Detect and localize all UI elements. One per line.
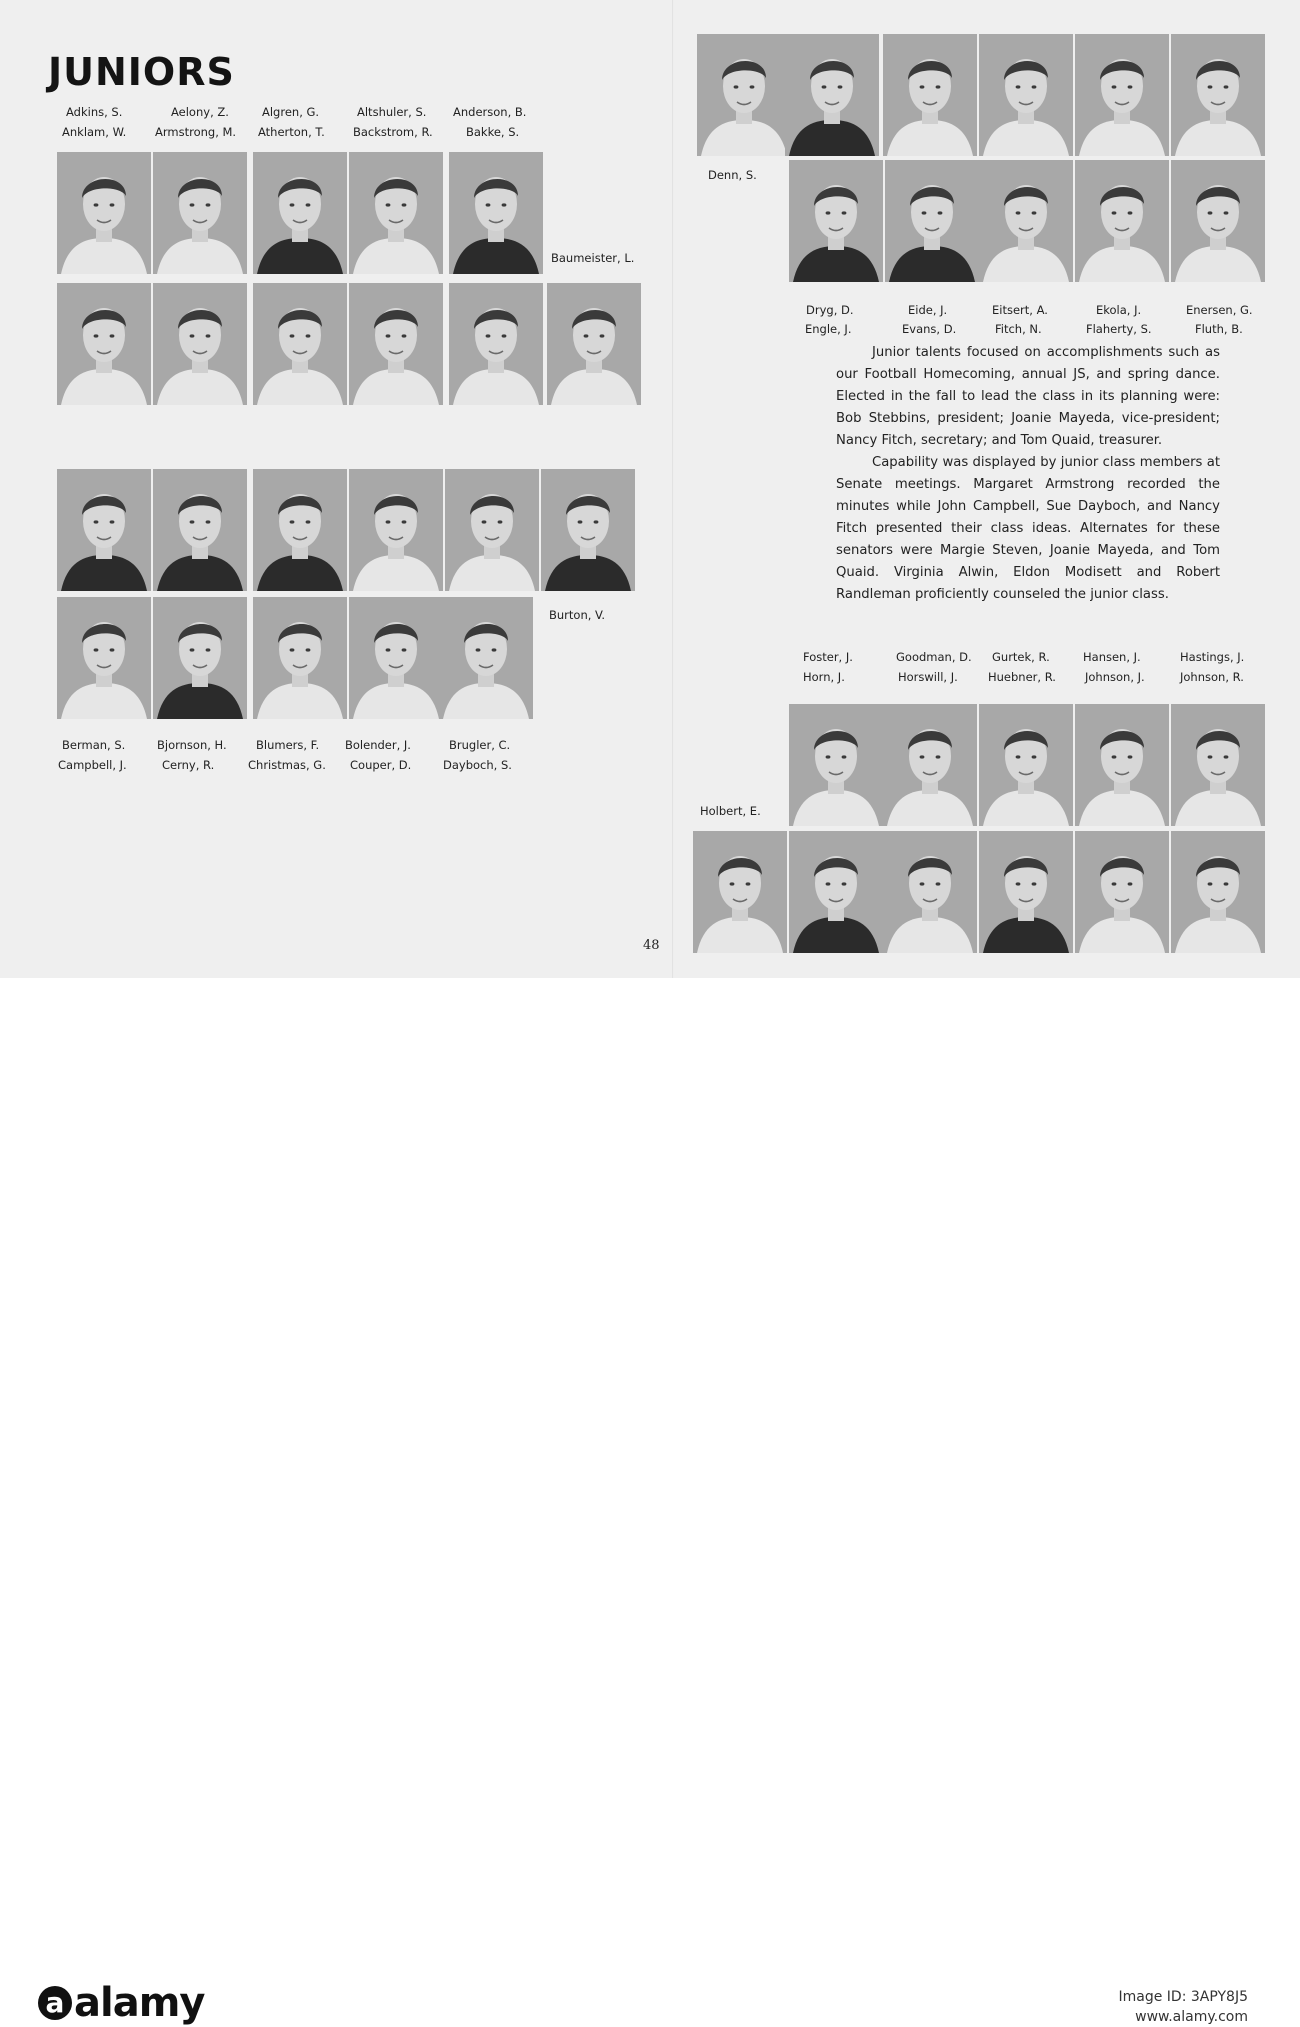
portrait-silhouette <box>153 597 247 719</box>
portrait-silhouette <box>541 469 635 591</box>
portrait-silhouette <box>883 34 977 156</box>
student-portrait <box>253 469 347 591</box>
yearbook-spread <box>0 0 1300 978</box>
name-label: Dryg, D. <box>806 303 854 317</box>
student-portrait <box>883 704 977 826</box>
student-portrait <box>439 597 533 719</box>
name-label: Blumers, F. <box>256 738 320 752</box>
name-label: Fitch, N. <box>995 322 1042 336</box>
article-text <box>836 342 1220 606</box>
student-portrait <box>1075 160 1169 282</box>
student-portrait <box>789 831 883 953</box>
student-portrait <box>789 160 883 282</box>
student-portrait <box>253 283 347 405</box>
student-portrait <box>789 704 883 826</box>
student-portrait <box>253 152 347 274</box>
image-id-label: Image ID: 3APY8J5 <box>1118 1989 1248 2005</box>
portrait-silhouette <box>439 597 533 719</box>
portrait-silhouette <box>789 831 883 953</box>
portrait-silhouette <box>1075 831 1169 953</box>
portrait-silhouette <box>57 597 151 719</box>
portrait-silhouette <box>693 831 787 953</box>
portrait-silhouette <box>445 469 539 591</box>
student-portrait <box>153 469 247 591</box>
student-portrait <box>883 831 977 953</box>
portrait-silhouette <box>449 283 543 405</box>
name-label: Eide, J. <box>908 303 948 317</box>
name-label: Huebner, R. <box>988 670 1056 684</box>
student-portrait <box>1075 34 1169 156</box>
portrait-silhouette <box>979 34 1073 156</box>
name-label: Adkins, S. <box>66 105 123 119</box>
student-portrait <box>885 160 979 282</box>
name-label: Gurtek, R. <box>992 650 1050 664</box>
portrait-silhouette <box>253 469 347 591</box>
name-label: Burton, V. <box>549 608 606 622</box>
name-label: Aelony, Z. <box>171 105 229 119</box>
portrait-silhouette <box>883 704 977 826</box>
name-label: Backstrom, R. <box>353 125 433 139</box>
name-label: Fluth, B. <box>1195 322 1243 336</box>
name-label: Engle, J. <box>805 322 852 336</box>
portrait-silhouette <box>57 283 151 405</box>
name-label: Baumeister, L. <box>551 251 635 265</box>
brand-logo <box>38 1980 204 2026</box>
portrait-silhouette <box>789 160 883 282</box>
portrait-silhouette <box>349 152 443 274</box>
student-portrait <box>979 831 1073 953</box>
portrait-silhouette <box>1171 831 1265 953</box>
name-label: Flaherty, S. <box>1086 322 1152 336</box>
brand-logo-text: alamy <box>74 1980 205 2026</box>
portrait-silhouette <box>789 704 883 826</box>
name-label: Armstrong, M. <box>155 125 237 139</box>
portrait-silhouette <box>349 469 443 591</box>
portrait-silhouette <box>885 160 979 282</box>
portrait-silhouette <box>547 283 641 405</box>
student-portrait <box>57 283 151 405</box>
name-label: Denn, S. <box>708 168 757 182</box>
portrait-silhouette <box>253 597 347 719</box>
portrait-silhouette <box>1171 160 1265 282</box>
portrait-silhouette <box>979 160 1073 282</box>
portrait-silhouette <box>697 34 791 156</box>
name-label: Hastings, J. <box>1180 650 1245 664</box>
student-portrait <box>547 283 641 405</box>
page-gutter <box>672 0 674 978</box>
page-title: JUNIORS <box>48 50 235 94</box>
name-label: Bolender, J. <box>345 738 411 752</box>
name-label: Evans, D. <box>902 322 957 336</box>
portrait-silhouette <box>253 152 347 274</box>
name-label: Horn, J. <box>803 670 845 684</box>
student-portrait <box>349 283 443 405</box>
portrait-silhouette <box>1075 704 1169 826</box>
student-portrait <box>1171 831 1265 953</box>
portrait-silhouette <box>785 34 879 156</box>
stock-footer <box>0 978 1300 2026</box>
name-label: Christmas, G. <box>248 758 326 772</box>
student-portrait <box>253 597 347 719</box>
name-label: Anderson, B. <box>453 105 527 119</box>
student-portrait <box>785 34 879 156</box>
name-label: Johnson, R. <box>1180 670 1244 684</box>
portrait-silhouette <box>153 283 247 405</box>
portrait-silhouette <box>1171 34 1265 156</box>
student-portrait <box>57 152 151 274</box>
article-paragraph: Capability was displayed by junior class members at Senate meetings. Margaret Armstrong recorded the minutes while John Campbell, Sue Dayboch, and Nancy Fitch presented their class ideas. Alternates for these senators were Margie Steven, Joanie Mayeda, and Tom Quaid. Virginia Alwin, Eldon Modisett and Robert Randleman proficiently counseled the junior class. <box>836 455 1220 602</box>
student-portrait <box>1171 34 1265 156</box>
name-label: Foster, J. <box>803 650 853 664</box>
name-label: Couper, D. <box>350 758 412 772</box>
name-label: Atherton, T. <box>258 125 325 139</box>
portrait-silhouette <box>57 469 151 591</box>
student-portrait <box>57 597 151 719</box>
student-portrait <box>1171 704 1265 826</box>
portrait-silhouette <box>979 831 1073 953</box>
student-portrait <box>349 469 443 591</box>
footer-meta <box>1119 1987 1249 2027</box>
portrait-silhouette <box>349 283 443 405</box>
name-label: Campbell, J. <box>58 758 127 772</box>
page-number: 48 <box>643 938 660 953</box>
portrait-silhouette <box>449 152 543 274</box>
student-portrait <box>57 469 151 591</box>
student-portrait <box>979 160 1073 282</box>
student-portrait <box>153 597 247 719</box>
name-label: Hansen, J. <box>1083 650 1141 664</box>
student-portrait <box>697 34 791 156</box>
student-portrait <box>979 704 1073 826</box>
student-portrait <box>1171 160 1265 282</box>
name-label: Algren, G. <box>262 105 320 119</box>
portrait-silhouette <box>57 152 151 274</box>
name-label: Johnson, J. <box>1085 670 1145 684</box>
student-portrait <box>153 283 247 405</box>
portrait-silhouette <box>153 152 247 274</box>
student-portrait <box>349 152 443 274</box>
portrait-silhouette <box>1075 34 1169 156</box>
name-label: Ekola, J. <box>1096 303 1142 317</box>
portrait-silhouette <box>349 597 443 719</box>
name-label: Altshuler, S. <box>357 105 427 119</box>
name-label: Cerny, R. <box>162 758 215 772</box>
student-portrait <box>883 34 977 156</box>
student-portrait <box>1075 704 1169 826</box>
name-label: Dayboch, S. <box>443 758 512 772</box>
brand-logo-mark: a <box>38 1986 72 2020</box>
name-label: Horswill, J. <box>898 670 958 684</box>
student-portrait <box>1075 831 1169 953</box>
student-portrait <box>693 831 787 953</box>
site-label: www.alamy.com <box>1135 2009 1248 2025</box>
student-portrait <box>449 283 543 405</box>
student-portrait <box>541 469 635 591</box>
student-portrait <box>349 597 443 719</box>
portrait-silhouette <box>153 469 247 591</box>
name-label: Bakke, S. <box>466 125 520 139</box>
name-label: Enersen, G. <box>1186 303 1253 317</box>
name-label: Eitsert, A. <box>992 303 1048 317</box>
name-label: Bjornson, H. <box>157 738 227 752</box>
student-portrait <box>449 152 543 274</box>
portrait-silhouette <box>253 283 347 405</box>
portrait-silhouette <box>1171 704 1265 826</box>
student-portrait <box>445 469 539 591</box>
portrait-silhouette <box>1075 160 1169 282</box>
portrait-silhouette <box>883 831 977 953</box>
article-paragraph: Junior talents focused on accomplishments such as our Football Homecoming, annual JS, and spring dance. Elected in the fall to lead the class in its planning were: Bob Stebbins, president; Joanie Mayeda, vice-president; Nancy Fitch, secretary; and Tom Quaid, treasurer. <box>836 345 1220 448</box>
name-label: Holbert, E. <box>700 804 761 818</box>
student-portrait <box>979 34 1073 156</box>
name-label: Brugler, C. <box>449 738 511 752</box>
name-label: Anklam, W. <box>62 125 127 139</box>
name-label: Goodman, D. <box>896 650 972 664</box>
student-portrait <box>153 152 247 274</box>
name-label: Berman, S. <box>62 738 126 752</box>
portrait-silhouette <box>979 704 1073 826</box>
